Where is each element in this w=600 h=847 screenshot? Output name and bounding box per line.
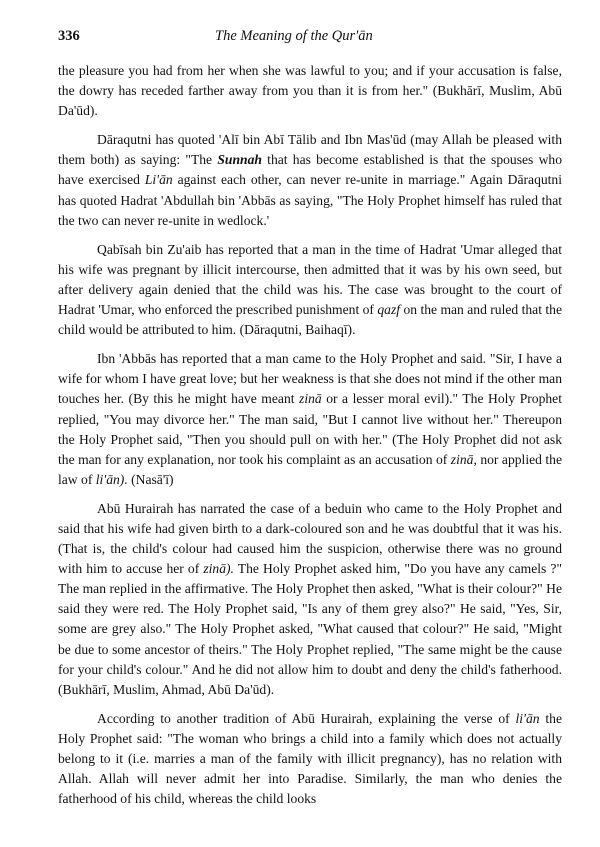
paragraph-3-text-b: on the man and ruled that the child would be attributed to him. (Dāraqutni, Baihaqī).: [58, 302, 562, 338]
paragraph-4-text-d: (Nasā'ī): [127, 471, 174, 487]
paragraph-3-text-a: Qabīsah bin Zu'aib has reported that a man in the time of Hadrat 'Umar alleged that his wife was pregnant by illicit intercourse, then admitted that it was by his own seed, but after delivery again denied that the child was his. The case was brought to the court of Hadrat 'Umar, who enforced the prescribed punishment of: [58, 241, 562, 318]
term-zina: zinā: [450, 451, 474, 467]
paragraph-2-text-b: that has become established is that the spouses who have exercised: [58, 152, 562, 188]
paragraph-2-text-c: against each other, can never re-unite in marriage." Again Dāraqutni has quoted Hadrat 'Abdullah bin 'Abbās as saying, "The Holy Prophet himself has ruled that the two can never re-unite in wedlock.': [58, 172, 563, 228]
paragraph-2-text-a: Dāraqutni has quoted 'Alī bin Abī Tālib and Ibn Mas'ūd (may Allah be pleased with them both) as saying: "The: [58, 132, 562, 168]
term-zina: zinā: [299, 391, 322, 407]
paragraph-4-text-a: Ibn 'Abbās has reported that a man came to the Holy Prophet and said. "Sir, I have a wife for whom I have great love; but her weakness is that she does not mind if the other man touches her. (By this he might have meant: [58, 351, 562, 407]
paragraph-5-text-b: The Holy Prophet asked him, "Do you have any camels ?" The man replied in the affirmative. The Holy Prophet then asked, "What is their colour?" He said they were red. The Holy Prophet said, "Is any of them grey also?" He said, "Yes, Sir, some are grey also." The Holy Prophet asked, "What caused that colour?" He said, "Might be due to some ancestor of theirs." The Holy Prophet replied, "The same might be the cause for your child's colour." And he did not allow him to doubt and deny the child's fatherhood. (Bukhārī, Muslim, Ahmad, Abū Da'ūd).: [58, 561, 562, 697]
paragraph-6: [58, 709, 562, 809]
term-lian: li'ān: [515, 710, 540, 726]
paragraph-6-text-b: the Holy Prophet said: "The woman who brings a child into a family which does not actually belong to it (i.e. marries a man of the family with illicit pregnancy), has no relation with Allah. Allah will never admit her into Paradise. Similarly, the man who denies the fatherhood of his child, whereas the child looks: [58, 710, 562, 807]
paragraph-3: [58, 240, 562, 340]
paragraph-1-text: the pleasure you had from her when she was lawful to you; and if your accusation is false, the dowry has receded farther away from you than it is from her." (Bukhārī, Muslim, Abū Da'ūd).: [58, 63, 562, 119]
running-head: [58, 28, 562, 52]
term-sunnah: Sunnah: [217, 152, 262, 168]
paragraph-2: [58, 130, 562, 230]
paragraph-6-text-a: According to another tradition of Abū Hurairah, explaining the verse of: [97, 710, 516, 726]
term-qazf: qazf: [377, 302, 401, 318]
term-zina: zinā).: [203, 561, 234, 577]
body-text: [58, 61, 562, 809]
paragraph-5: [58, 499, 562, 700]
paragraph-4-text-c: , nor applied the law of: [58, 451, 562, 487]
paragraph-4-text-b: or a lesser moral evil)." The Holy Prophet replied, "You may divorce her." The man said, "But I cannot live without her." Thereupon the Holy Prophet said, "Then you should pull on with her." (The Holy Prophet did not ask the man for any explanation, nor took his complaint as an accusation of: [58, 391, 562, 467]
paragraph-4: [58, 349, 562, 490]
page-number: 336: [58, 28, 80, 44]
paragraph-5-text-a: Abū Hurairah has narrated the case of a beduin who came to the Holy Prophet and said that his wife had given birth to a dark-coloured son and he was doubtful that it was his. (That is, the child's colour had caused him the suspicion, otherwise there was no ground with him to accuse her of: [58, 500, 562, 577]
term-lian: li'ān).: [95, 471, 128, 487]
running-title: The Meaning of the Qur'ān: [215, 28, 373, 44]
paragraph-1: [58, 61, 562, 121]
term-lian: Li'ān: [144, 172, 173, 188]
